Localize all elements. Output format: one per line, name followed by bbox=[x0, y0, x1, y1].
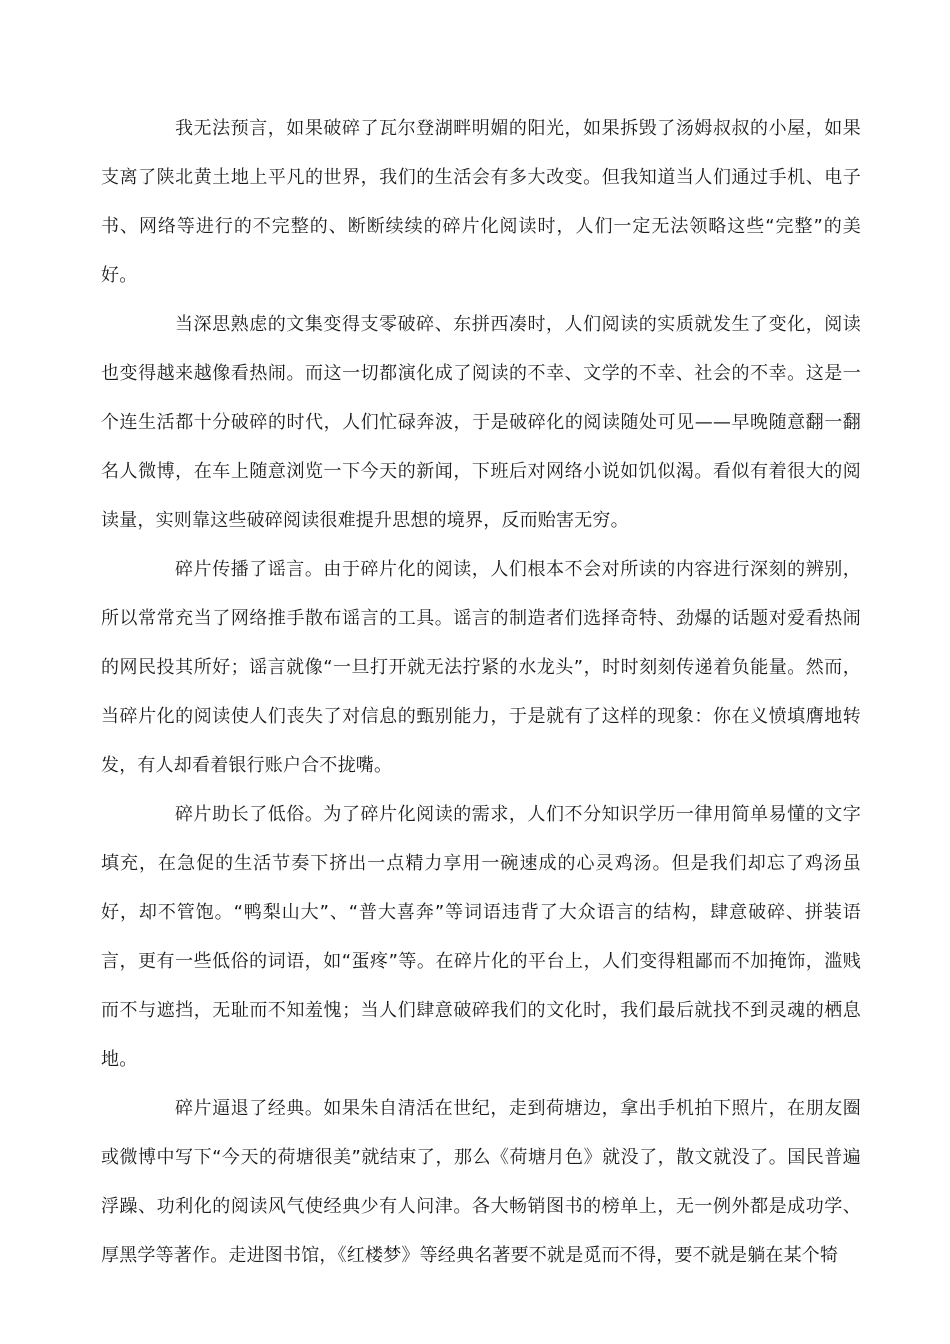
paragraph-fragmented-reading: 当深思熟虑的文集变得支零破碎、东拼西凑时，人们阅读的实质就发生了变化，阅读也变得越来越像看热闹。而这一切都演化成了阅读的不幸、文学的不幸、社会的不幸。这是一个连生活都十分破碎的时代，人们忙碌奔波，于是破碎化的阅读随处可见——早晚随意翻一翻名人微博，在车上随意浏览一下今天的新闻，下班后对网络小说如饥似渴。看似有着很大的阅读量，实则靠这些破碎阅读很难提升思想的境界，反而贻害无穷。 bbox=[101, 314, 861, 531]
paragraph-classics: 碎片逼退了经典。如果朱自清活在世纪，走到荷塘边，拿出手机拍下照片，在朋友圈或微博中写下“今天的荷塘很美”就结束了，那么《荷塘月色》就没了，散文就没了。国民普遍浮躁、功利化的阅读风气使经典少有人问津。各大畅销图书的榜单上，无一例外都是成功学、厚黑学等著作。走进图书馆，《红楼梦》等经典名著要不就是觅而不得，要不就是躺在某个犄 bbox=[101, 1098, 861, 1266]
paragraph-vulgarity: 碎片助长了低俗。为了碎片化阅读的需求，人们不分知识学历一律用简单易懂的文字填充，在急促的生活节奏下挤出一点精力享用一碗速成的心灵鸡汤。但是我们却忘了鸡汤虽好，却不管饱。“鸭梨山大”、“普大喜奔”等词语违背了大众语言的结构，肆意破碎、拼装语言，更有一些低俗的词语，如“蛋疼”等。在碎片化的平台上，人们变得粗鄙而不加掩饰，滥贱而不与遮挡，无耻而不知羞愧；当人们肆意破碎我们的文化时，我们最后就找不到灵魂的栖息地。 bbox=[101, 804, 861, 1070]
paragraph-rumors: 碎片传播了谣言。由于碎片化的阅读，人们根本不会对所读的内容进行深刻的辨别，所以常常充当了网络推手散布谣言的工具。谣言的制造者们选择奇特、劲爆的话题对爱看热闹的网民投其所好；谣言就像“一旦打开就无法拧紧的水龙头”，时时刻刻传递着负能量。然而，当碎片化的阅读使人们丧失了对信息的甄别能力，于是就有了这样的现象：你在义愤填膺地转发，有人却看着银行账户合不拢嘴。 bbox=[101, 559, 861, 776]
essay-body bbox=[101, 104, 861, 1280]
paragraph-intro: 我无法预言，如果破碎了瓦尔登湖畔明媚的阳光，如果拆毁了汤姆叔叔的小屋，如果支离了陕北黄土地上平凡的世界，我们的生活会有多大改变。但我知道当人们通过手机、电子书、网络等进行的不完整的、断断续续的碎片化阅读时，人们一定无法领略这些“完整”的美好。 bbox=[101, 118, 861, 286]
